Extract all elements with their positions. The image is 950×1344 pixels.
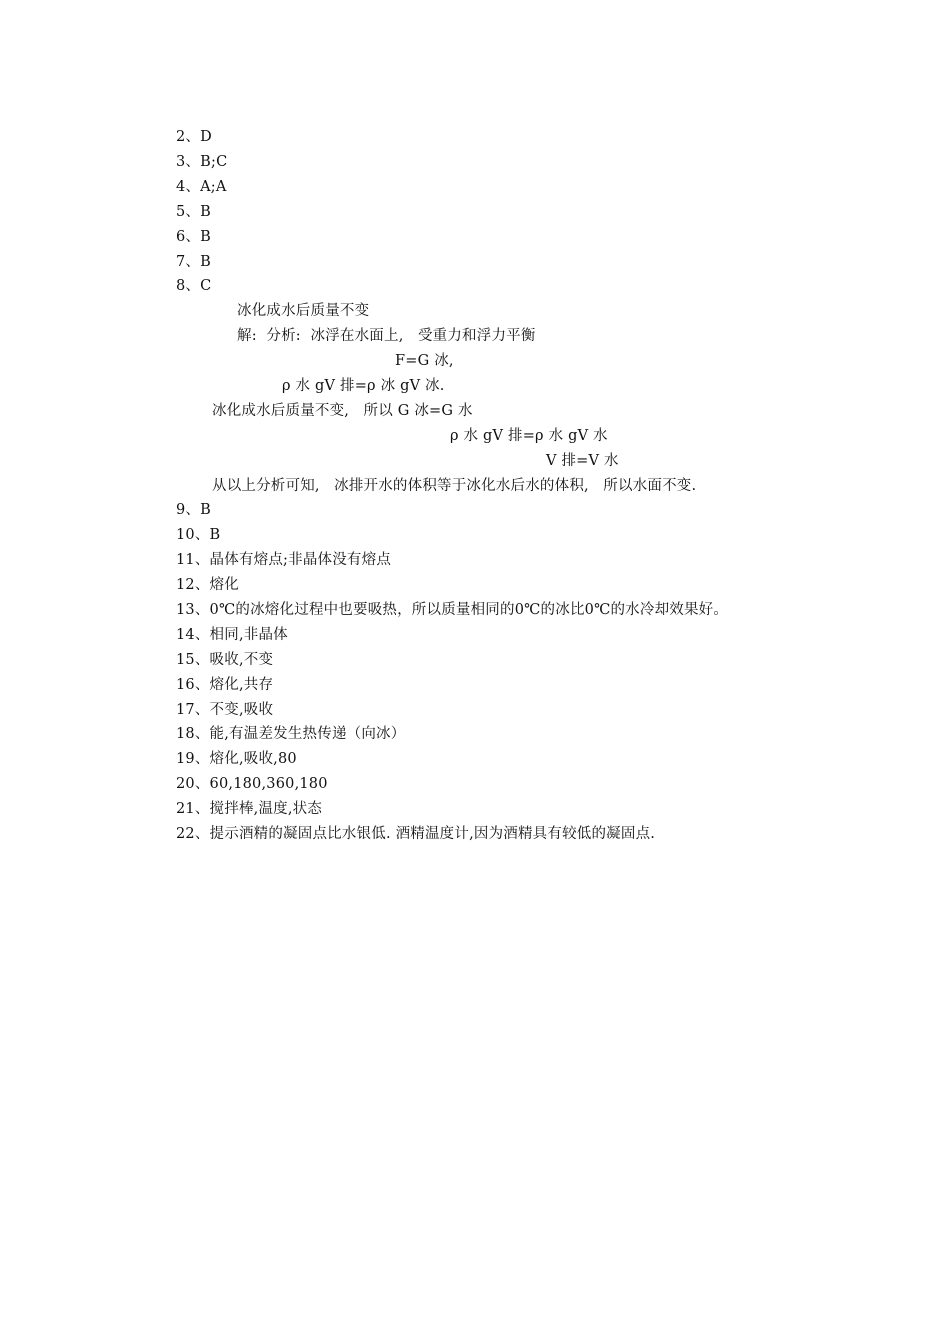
answer-8-equation: V 排=V 水 <box>546 453 619 469</box>
answer-22: 22、提示酒精的凝固点比水银低. 酒精温度计,因为酒精具有较低的凝固点. <box>176 826 656 842</box>
answer-2: 2、D <box>176 129 212 145</box>
answer-10: 10、B <box>176 527 221 543</box>
answer-17: 17、不变,吸收 <box>176 702 274 718</box>
answer-8-equation: ρ 水 gV 排=ρ 水 gV 水 <box>450 428 608 444</box>
answer-16: 16、熔化,共存 <box>176 677 274 693</box>
answer-8-equation: ρ 水 gV 排=ρ 冰 gV 冰. <box>282 378 445 394</box>
answer-8-explanation-line: 解: 分析: 冰浮在水面上, 受重力和浮力平衡 <box>237 328 536 344</box>
answer-8: 8、C <box>176 278 212 294</box>
answer-20: 20、60,180,360,180 <box>176 776 328 792</box>
answer-8-equation: F=G 冰, <box>395 353 454 369</box>
answer-8-conclusion: 从以上分析可知, 冰排开水的体积等于冰化水后水的体积, 所以水面不变. <box>212 478 697 494</box>
answer-11: 11、晶体有熔点;非晶体没有熔点 <box>176 552 392 568</box>
answer-6: 6、B <box>176 229 211 245</box>
answer-8-explanation-line: 冰化成水后质量不变, 所以 G 冰=G 水 <box>212 403 473 419</box>
answer-8-explanation-line: 冰化成水后质量不变 <box>237 303 370 319</box>
answer-9: 9、B <box>176 502 211 518</box>
answer-13: 13、0℃的冰熔化过程中也要吸热，所以质量相同的0℃的冰比0℃的水冷却效果好。 <box>176 602 729 618</box>
answer-18: 18、能,有温差发生热传递（向冰） <box>176 726 406 742</box>
answer-21: 21、搅拌棒,温度,状态 <box>176 801 323 817</box>
answer-15: 15、吸收,不变 <box>176 652 274 668</box>
answer-4: 4、A;A <box>176 179 227 195</box>
answer-14: 14、相同,非晶体 <box>176 627 288 643</box>
answer-5: 5、B <box>176 204 211 220</box>
answer-7: 7、B <box>176 254 211 270</box>
answer-12: 12、熔化 <box>176 577 239 593</box>
answer-3: 3、B;C <box>176 154 228 170</box>
answer-19: 19、熔化,吸收,80 <box>176 751 297 767</box>
